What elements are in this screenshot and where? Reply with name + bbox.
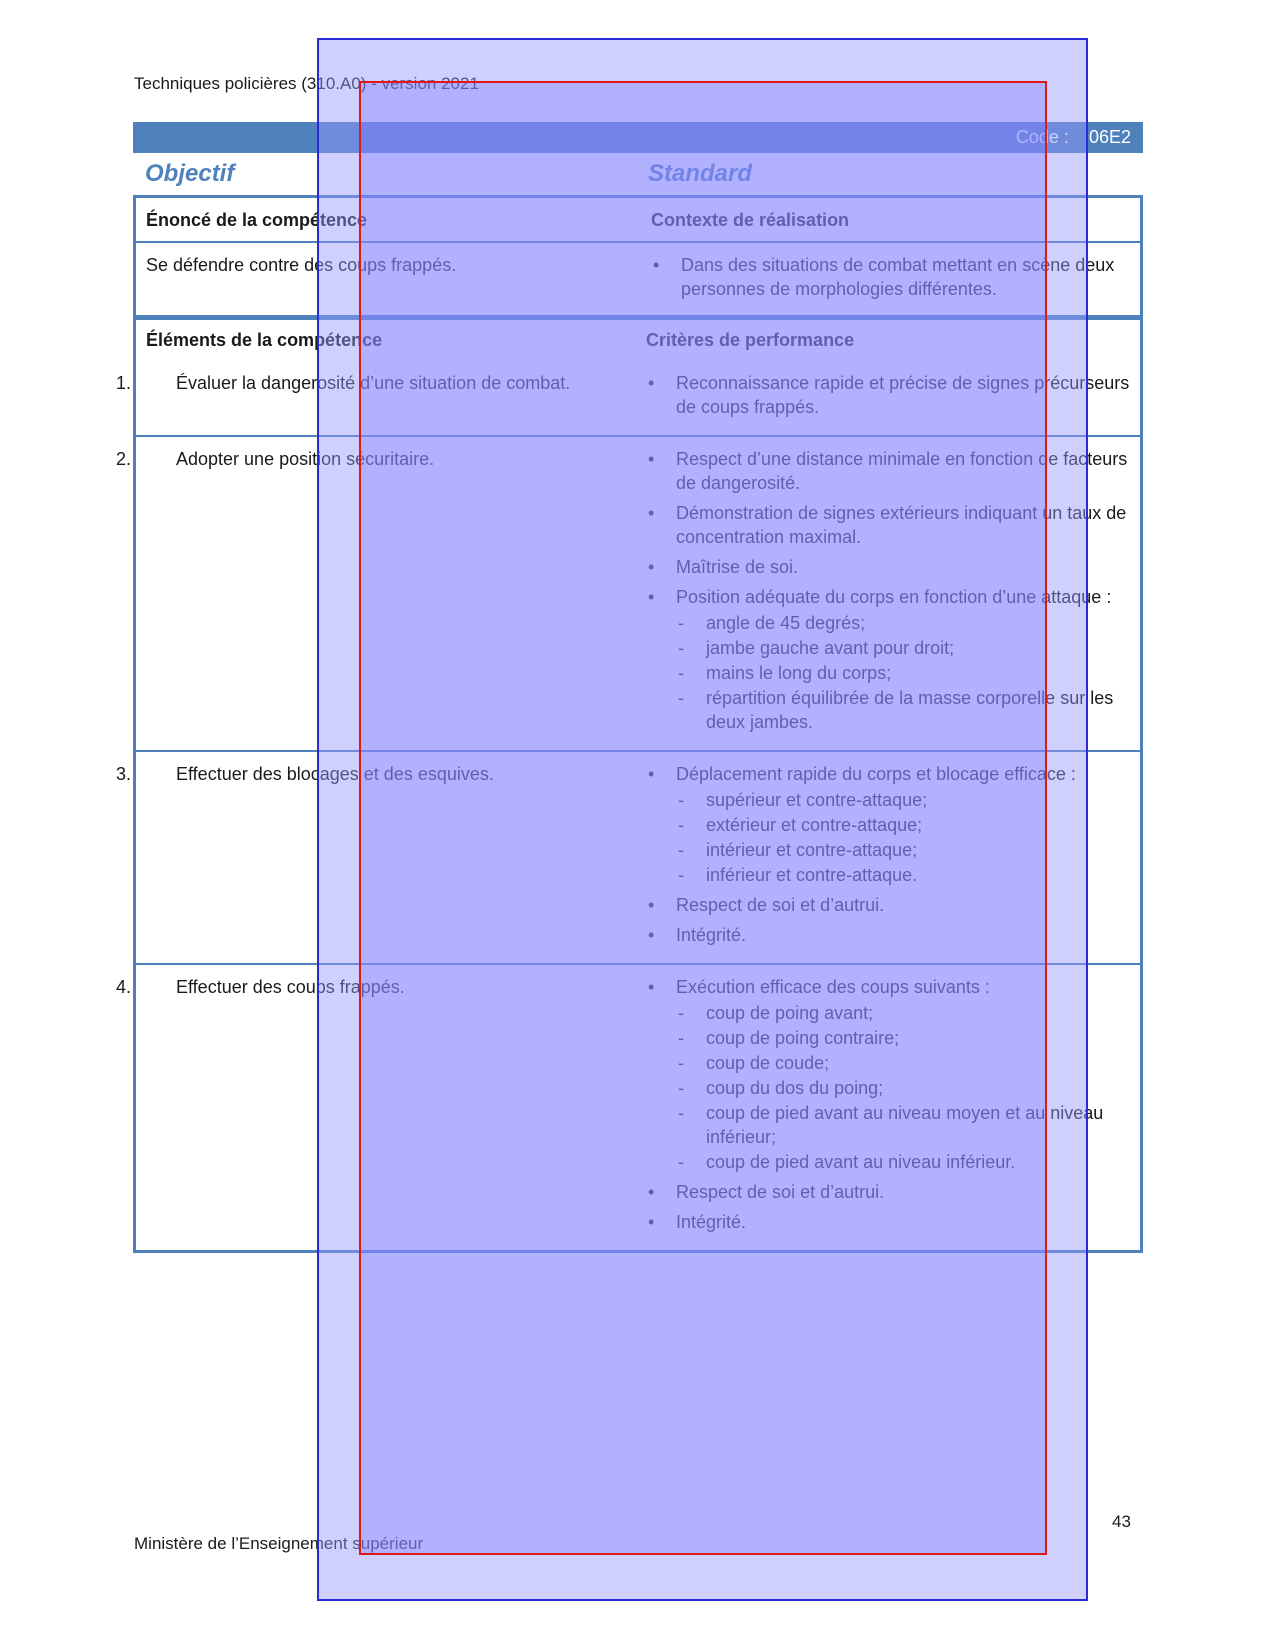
code-label — [1016, 127, 1131, 148]
col-header-elements: Éléments de la compétence — [146, 330, 383, 350]
criterion-text: Intégrité. — [676, 925, 747, 945]
criterion-text: Respect d’une distance minimale en fonction de facteurs de dangerosité. — [676, 449, 1128, 493]
sub-criteria-list — [676, 611, 1130, 734]
sub-criterion-item: - angle de 45 degrés; — [676, 611, 1130, 635]
criteria-cell — [636, 361, 1142, 436]
sub-criterion-item: - coup de coude; — [676, 1051, 1130, 1075]
element-number: 3. — [116, 764, 132, 784]
criterion-item — [646, 371, 1130, 419]
competence-table — [133, 195, 1143, 320]
criterion-text: Reconnaissance rapide et précise de signes précurseurs de coups frappés. — [676, 373, 1130, 417]
col-header-enonce: Énoncé de la compétence — [146, 210, 368, 230]
criterion-text: Intégrité. — [676, 1212, 747, 1232]
page-number: 43 — [1112, 1512, 1131, 1531]
sub-criterion-item: - coup de pied avant au niveau inférieur. — [676, 1150, 1130, 1174]
criterion-item — [646, 1210, 1130, 1234]
element-cell — [116, 751, 637, 964]
element-number: 1. — [116, 373, 132, 393]
criteria-list — [646, 762, 1130, 947]
element-text: Évaluer la dangerosité d’une situation de combat. — [176, 373, 571, 393]
element-text: Effectuer des coups frappés. — [176, 977, 405, 997]
criteria-cell — [636, 436, 1142, 751]
sub-criterion-item: - mains le long du corps; — [676, 661, 1130, 685]
objectif-title: Objectif — [145, 160, 235, 187]
sub-criterion-item: - supérieur et contre-attaque; — [676, 788, 1130, 812]
page-header: Techniques policières (310.A0) - version 2021 — [134, 74, 479, 93]
sub-criterion-item: - répartition équilibrée de la masse corporelle sur les deux jambes. — [676, 686, 1130, 734]
element-number: 2. — [116, 449, 132, 469]
criterion-text: Respect de soi et d’autrui. — [676, 895, 885, 915]
col-header-criteres: Critères de performance — [646, 330, 855, 350]
contexte-item: • Dans des situations de combat mettant en scène deux personnes de morphologies différentes. — [651, 253, 1130, 301]
sub-criterion-item: - inférieur et contre-attaque. — [676, 863, 1130, 887]
criterion-text: Respect de soi et d’autrui. — [676, 1182, 885, 1202]
criterion-item — [646, 447, 1130, 495]
element-item — [116, 371, 626, 395]
sub-criterion-item: - coup de poing contraire; — [676, 1026, 1130, 1050]
criterion-item — [646, 762, 1130, 887]
element-text: Effectuer des blocages et des esquives. — [176, 764, 494, 784]
contexte-cell — [641, 242, 1142, 319]
criterion-text: Exécution efficace des coups suivants : — [676, 977, 990, 997]
element-item — [116, 975, 626, 999]
code-value: 06E2 — [1088, 127, 1131, 147]
table-row — [135, 361, 1142, 436]
sub-criterion-item: - intérieur et contre-attaque; — [676, 838, 1130, 862]
element-cell — [116, 361, 637, 436]
section-titles — [145, 160, 1135, 190]
sub-criterion-item: - jambe gauche avant pour droit; — [676, 636, 1130, 660]
sub-criteria-list — [676, 1001, 1130, 1174]
contexte-list — [651, 253, 1130, 301]
criterion-item — [646, 893, 1130, 917]
standard-title: Standard — [648, 160, 753, 187]
sub-criterion-item: - coup de poing avant; — [676, 1001, 1130, 1025]
criteria-cell — [636, 751, 1142, 964]
code-bar — [133, 122, 1143, 153]
criterion-item — [646, 975, 1130, 1174]
criterion-item — [646, 501, 1130, 549]
criteria-list — [646, 447, 1130, 734]
criterion-item — [646, 555, 1130, 579]
criterion-item — [646, 923, 1130, 947]
criterion-text: Déplacement rapide du corps et blocage efficace : — [676, 764, 1076, 784]
criterion-item — [646, 1180, 1130, 1204]
sub-criterion-item: - extérieur et contre-attaque; — [676, 813, 1130, 837]
sub-criterion-item: - coup de pied avant au niveau moyen et au niveau inférieur; — [676, 1101, 1130, 1149]
criterion-text: Maîtrise de soi. — [676, 557, 799, 577]
table-row — [135, 751, 1142, 964]
criterion-text: Démonstration de signes extérieurs indiquant un taux de concentration maximal. — [676, 503, 1127, 547]
elements-table — [116, 315, 1143, 1253]
criteria-list — [646, 371, 1130, 419]
table-row — [135, 436, 1142, 751]
sub-criterion-item: - coup du dos du poing; — [676, 1076, 1130, 1100]
competence-statement: Se défendre contre des coups frappés. — [135, 242, 642, 319]
col-header-contexte: Contexte de réalisation — [651, 210, 850, 230]
code-label-text: Code : — [1015, 127, 1069, 147]
element-item — [116, 762, 626, 786]
element-cell — [116, 964, 637, 1252]
sub-criteria-list — [676, 788, 1130, 887]
element-item — [116, 447, 626, 471]
element-number: 4. — [116, 977, 132, 997]
footer-ministry: Ministère de l’Enseignement supérieur — [134, 1534, 424, 1553]
criteria-cell — [636, 964, 1142, 1252]
criterion-item — [646, 585, 1130, 734]
criteria-list — [646, 975, 1130, 1234]
element-cell — [116, 436, 637, 751]
criterion-text: Position adéquate du corps en fonction d’une attaque : — [676, 587, 1112, 607]
element-text: Adopter une position sécuritaire. — [176, 449, 435, 469]
table-row — [135, 964, 1142, 1252]
